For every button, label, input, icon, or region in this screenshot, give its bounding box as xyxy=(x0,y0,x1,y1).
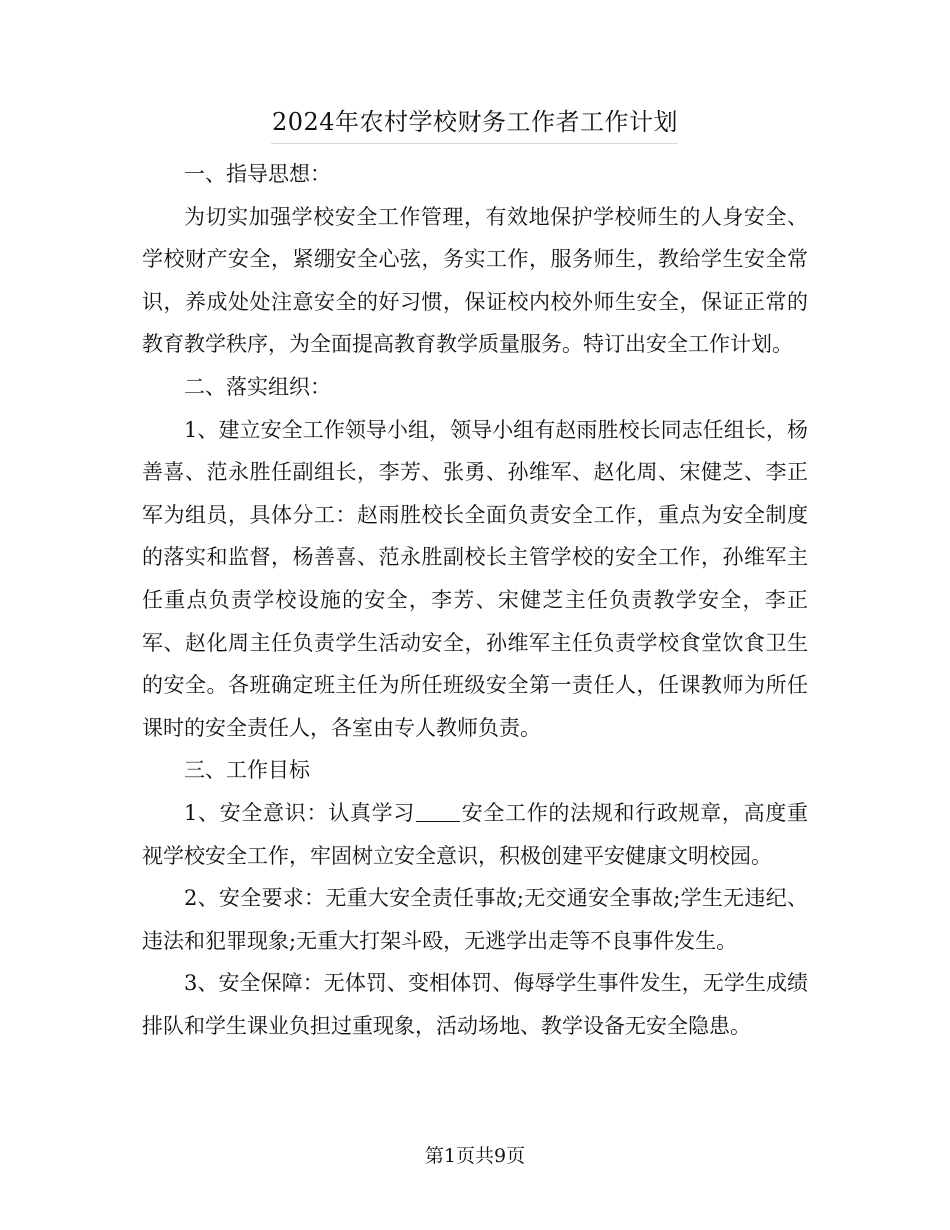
paragraph-organization: 1、建立安全工作领导小组，领导小组有赵雨胜校长同志任组长，杨善喜、范永胜任副组长，李芳、张勇、孙维军、赵化周、宋健芝、李正军为组员，具体分工：赵雨胜校长全面负责安全工作，重点为安全制度的落实和监督，杨善喜、范永胜副校长主管学校的安全工作，孙维军主任重点负责学校设施的安全，李芳、宋健芝主任负责教学安全，李正军、赵化周主任负责学生活动安全，孙维军主任负责学校食堂饮食卫生的安全。各班确定班主任为所任班级安全第一责任人，任课教师为所任课时的安全责任人，各室由专人教师负责。 xyxy=(142,417,808,740)
title-divider xyxy=(271,143,678,144)
paragraph-goal-requirements: 2、安全要求：无重大安全责任事故;无交通安全事故;学生无违纪、违法和犯罪现象;无重大打架斗殴，无逃学出走等不良事件发生。 xyxy=(142,886,808,953)
page-number-footer: 第1页共9页 xyxy=(424,1145,526,1167)
section-heading-goals: 三、工作目标 xyxy=(184,758,310,783)
fill-in-blank xyxy=(416,800,460,822)
paragraph-goal-awareness xyxy=(142,792,808,877)
section-heading-organization: 二、落实组织： xyxy=(184,374,331,399)
goal-awareness-start: 1、安全意识：认真学习 xyxy=(184,800,415,825)
document-title: 2024年农村学校财务工作者工作计划 xyxy=(271,108,679,136)
goal-awareness-end: 安全工作的法规和行政规章，高度重视学校安全工作，牢固树立安全意识，积极创建平安健康文明校园。 xyxy=(142,800,808,868)
document-body xyxy=(142,153,808,1047)
paragraph-goal-guarantee: 3、安全保障：无体罚、变相体罚、侮辱学生事件发生，无学生成绩排队和学生课业负担过重现象，活动场地、教学设备无安全隐患。 xyxy=(142,971,808,1038)
section-heading-guiding-ideology: 一、指导思想： xyxy=(184,162,331,186)
paragraph-guiding-ideology: 为切实加强学校安全工作管理，有效地保护学校师生的人身安全、学校财产安全，紧绷安全心弦，务实工作，服务师生，教给学生安全常识，养成处处注意安全的好习惯，保证校内校外师生安全，保证正常的教育教学秩序，为全面提高教育教学质量服务。特订出安全工作计划。 xyxy=(142,204,808,357)
